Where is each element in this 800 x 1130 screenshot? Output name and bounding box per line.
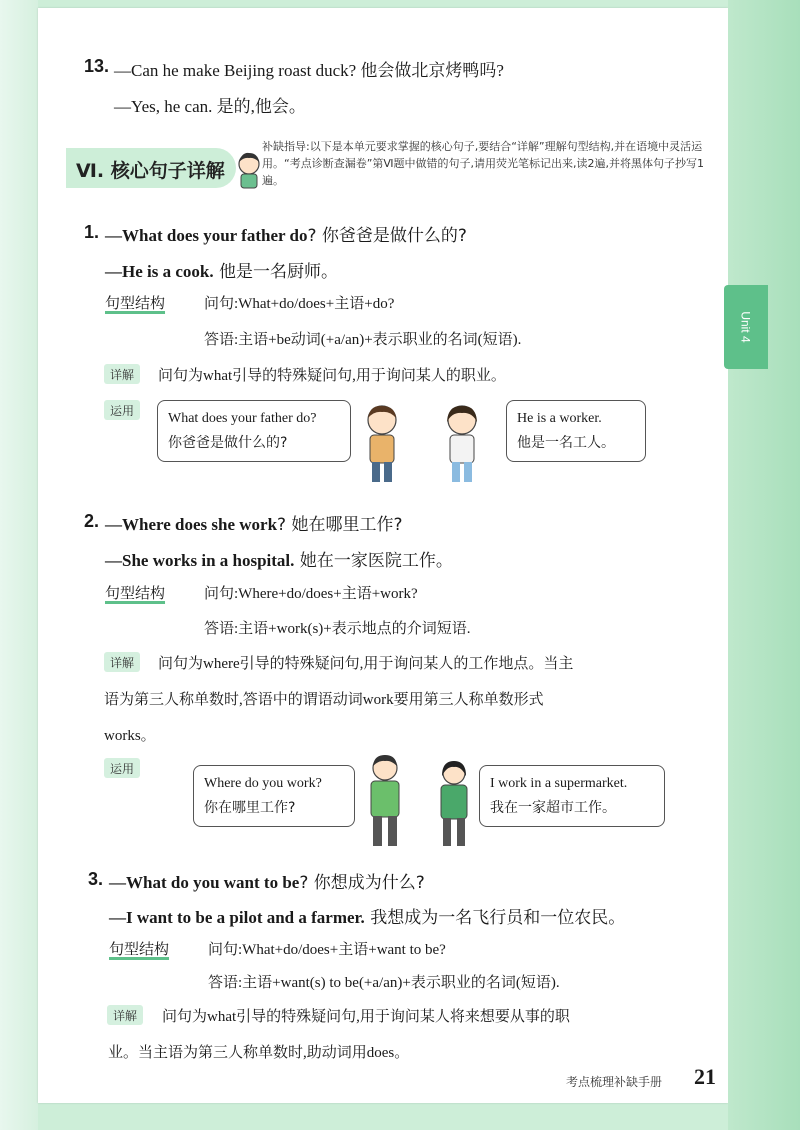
unit-tab-label: Unit 4 — [738, 311, 753, 343]
item-3-answer-pattern: 答语:主语+want(s) to be(+a/an)+表示职业的名词(短语). — [208, 975, 560, 991]
footer-book-title: 考点梳理补缺手册 — [566, 1075, 663, 1089]
page-edge-left — [0, 0, 38, 1130]
item-3-detail-line-1: 问句为what引导的特殊疑问句,用于询问某人将来想要从事的职 — [162, 1009, 570, 1025]
item-2-structure-label: 句型结构 — [105, 584, 166, 602]
item-1-detail-tag: 详解 — [104, 364, 140, 384]
item-1-question — [105, 221, 467, 246]
item-1-ask-pattern: 问句:What+do/does+主语+do? — [204, 296, 395, 312]
man-worker-figure-icon — [360, 752, 410, 848]
item-13-answer: —Yes, he can. 是的,他会。 — [114, 97, 306, 116]
girl-figure-icon — [440, 402, 484, 484]
section-header — [66, 148, 236, 188]
item-1-bubble-left — [157, 400, 351, 462]
section-title: Ⅵ. 核心句子详解 — [76, 160, 225, 182]
item-3-ask-pattern: 问句:What+do/does+主语+want to be? — [208, 942, 446, 958]
item-2-bubble-left — [193, 765, 355, 827]
item-1-bubble-right-en: He is a worker. — [517, 411, 602, 426]
item-3-answer — [109, 903, 625, 928]
item-3-question — [109, 868, 425, 893]
boy-figure-icon — [360, 402, 404, 484]
item-3-answer-cn: 我想成为一名飞行员和一位农民。 — [364, 908, 626, 928]
item-2-detail-line-3: works。 — [104, 728, 156, 744]
item-2-bubble-right-cn: 我在一家超市工作。 — [490, 800, 616, 816]
item-2-question — [105, 510, 403, 535]
page-edge-right — [728, 0, 800, 1130]
item-2-detail-line-1: 问句为where引导的特殊疑问句,用于询问某人的工作地点。当主 — [158, 656, 574, 672]
item-2-number: 2. — [84, 511, 100, 531]
item-2-ask-pattern: 问句:Where+do/does+主语+work? — [204, 586, 418, 602]
item-1-bubble-right-cn: 他是一名工人。 — [517, 435, 615, 451]
item-2-bubble-right — [479, 765, 665, 827]
item-2-detail-line-2: 语为第三人称单数时,答语中的谓语动词work要用第三人称单数形式 — [104, 692, 544, 708]
item-2-answer-en: —She works in a hospital. — [105, 551, 295, 570]
item-1-bubble-left-cn: 你爸爸是做什么的? — [168, 435, 288, 451]
section-tip: 补缺指导:以下是本单元要求掌握的核心句子,要结合“详解”理解句型结构,并在语境中灵活运用。“考点诊断查漏卷”第Ⅵ题中做错的句子,请用荧光笔标记出来,读2遍,并将黑体句子抄写1遍。 — [262, 140, 705, 187]
item-2-answer-cn: 她在一家医院工作。 — [294, 551, 453, 571]
item-1-detail: 问句为what引导的特殊疑问句,用于询问某人的职业。 — [158, 368, 506, 384]
item-1-structure-label: 句型结构 — [105, 294, 166, 312]
item-2-use-tag: 运用 — [104, 758, 140, 778]
item-13-number: 13. — [84, 56, 110, 76]
item-2-question-en: —Where does she work — [105, 515, 278, 534]
item-1-use-tag: 运用 — [104, 400, 140, 420]
item-3-answer-en: —I want to be a pilot and a farmer. — [109, 908, 365, 927]
item-2-answer-pattern: 答语:主语+work(s)+表示地点的介词短语. — [204, 621, 471, 637]
woman-worker-figure-icon — [432, 758, 476, 848]
item-2-bubble-left-cn: 你在哪里工作? — [204, 800, 296, 816]
item-1-bubble-right — [506, 400, 646, 462]
item-3-question-en: —What do you want to be — [109, 873, 300, 892]
item-3-detail-line-2: 业。当主语为第三人称单数时,助动词用does。 — [108, 1045, 410, 1061]
item-1-question-cn: ? 你爸爸是做什么的? — [307, 226, 467, 246]
item-13-question: —Can he make Beijing roast duck? 他会做北京烤鸭吗? — [114, 61, 504, 80]
item-2-bubble-left-en: Where do you work? — [204, 776, 322, 791]
item-1-answer — [105, 257, 338, 282]
item-1-answer-en: —He is a cook. — [105, 262, 214, 281]
item-3-structure-label: 句型结构 — [109, 940, 170, 958]
item-2-bubble-right-en: I work in a supermarket. — [490, 776, 628, 791]
item-1-bubble-left-en: What does your father do? — [168, 411, 317, 426]
item-2-question-cn: ? 她在哪里工作? — [277, 515, 403, 535]
unit-tab[interactable] — [724, 285, 768, 369]
tutor-icon — [232, 150, 266, 192]
item-1-question-en: —What does your father do — [105, 226, 308, 245]
item-1-answer-cn: 他是一名厨师。 — [213, 262, 339, 282]
item-3-detail-tag: 详解 — [107, 1005, 143, 1025]
page-number: 21 — [694, 1064, 716, 1089]
item-2-detail-tag: 详解 — [104, 652, 140, 672]
item-3-number: 3. — [88, 869, 104, 889]
item-2-answer — [105, 546, 453, 571]
item-1-answer-pattern: 答语:主语+be动词(+a/an)+表示职业的名词(短语). — [204, 332, 522, 348]
item-3-question-cn: ? 你想成为什么? — [299, 873, 425, 893]
item-1-number: 1. — [84, 222, 100, 242]
